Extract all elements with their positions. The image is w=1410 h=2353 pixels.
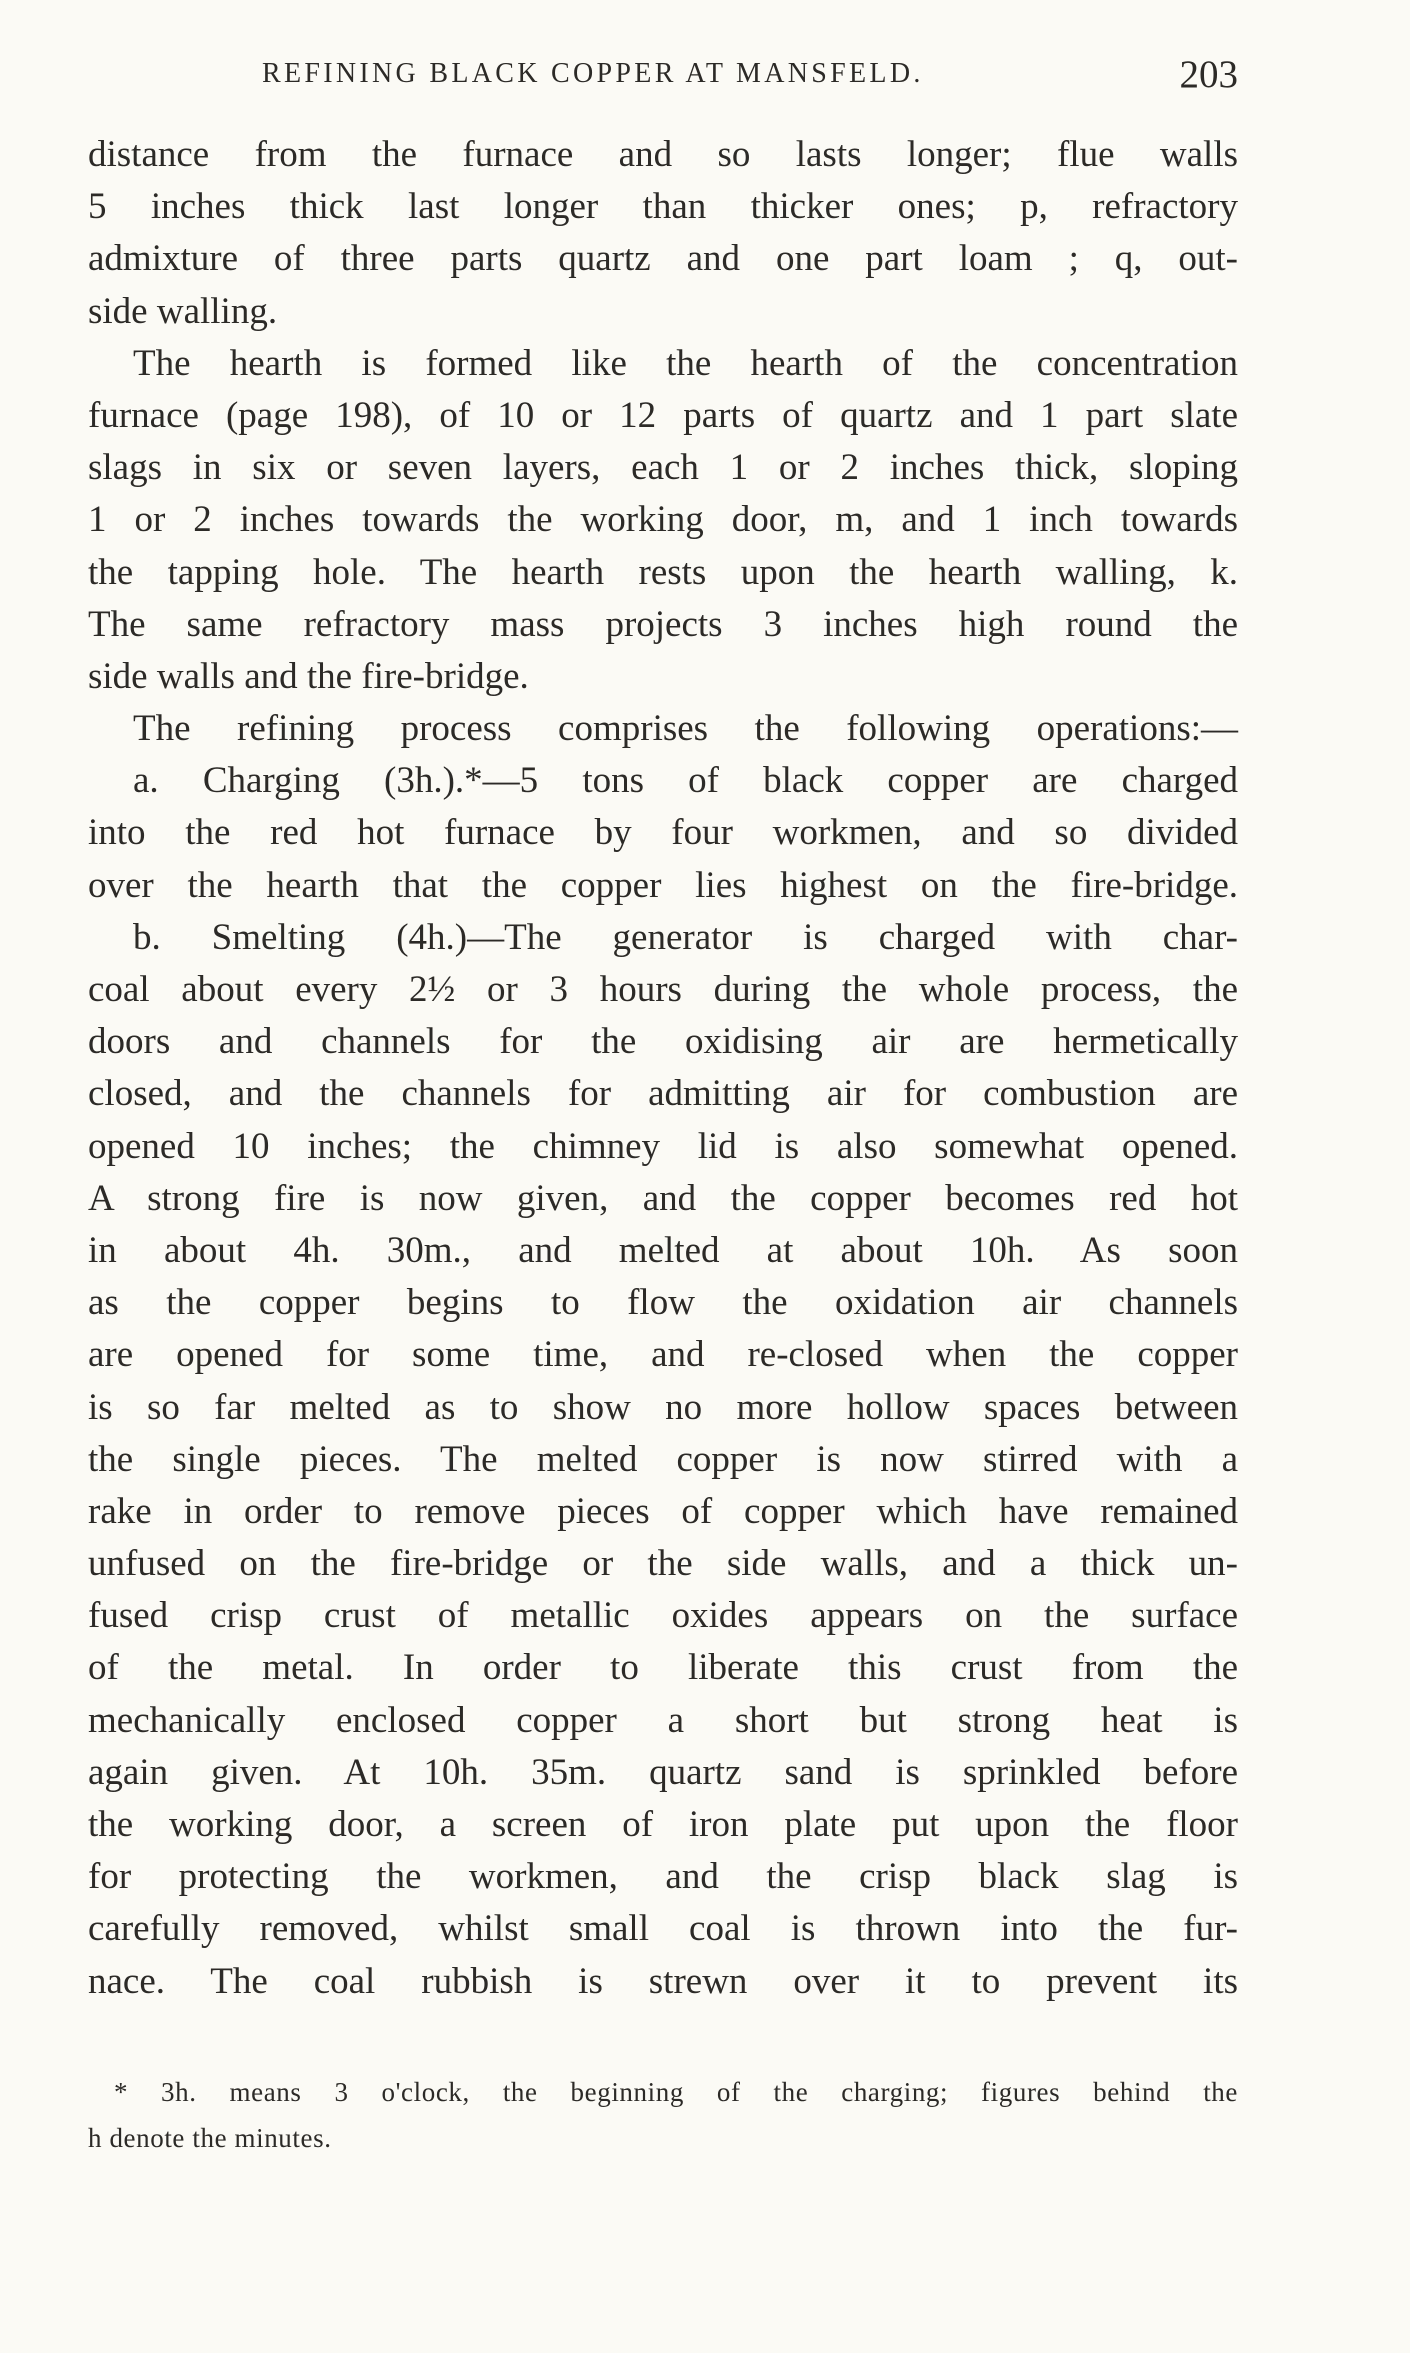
text-line: of the metal. In order to liberate this crust from the [88, 1647, 1238, 1689]
text-line: the single pieces. The melted copper is now stirred with a [88, 1438, 1238, 1480]
text-line: over the hearth that the copper lies highest on the fire-bridge. [88, 864, 1238, 906]
text-line: closed, and the channels for admitting air for combustion are [88, 1073, 1238, 1115]
text-line: slags in six or seven layers, each 1 or 2 inches thick, sloping [88, 447, 1238, 489]
text-line: 1 or 2 inches towards the working door, m, and 1 inch towards [88, 499, 1238, 541]
paragraph-start-line: The hearth is formed like the hearth of the concentration [133, 342, 1238, 384]
text-line: admixture of three parts quartz and one part loam ; q, out- [88, 238, 1238, 280]
text-line: unfused on the fire-bridge or the side walls, and a thick un- [88, 1543, 1238, 1585]
text-line: The same refractory mass projects 3 inches high round the [88, 603, 1238, 645]
text-line: doors and channels for the oxidising air are hermetically [88, 1021, 1238, 1063]
paragraph-start-line: a. Charging (3h.).*—5 tons of black copper are charged [133, 760, 1238, 802]
text-line: 5 inches thick last longer than thicker ones; p, refractory [88, 186, 1238, 228]
text-line: into the red hot furnace by four workmen, and so divided [88, 812, 1238, 854]
paragraph-start-line: b. Smelting (4h.)—The generator is charged with char- [133, 916, 1238, 958]
text-line: distance from the furnace and so lasts longer; flue walls [88, 134, 1238, 175]
text-line: coal about every 2½ or 3 hours during the whole process, the [88, 969, 1238, 1010]
text-line: furnace (page 198), of 10 or 12 parts of quartz and 1 part slate [88, 394, 1238, 436]
text-line: as the copper begins to flow the oxidation air channels [88, 1282, 1238, 1324]
running-title: REFINING BLACK COPPER AT MANSFELD. [262, 58, 924, 89]
text-line: mechanically enclosed copper a short but strong heat is [88, 1699, 1238, 1741]
text-line: opened 10 inches; the chimney lid is also somewhat opened. [88, 1125, 1238, 1167]
text-line: for protecting the workmen, and the crisp black slag is [88, 1856, 1238, 1898]
page-number: 203 [1179, 53, 1238, 96]
text-line: side walling. [88, 290, 278, 332]
text-line: the tapping hole. The hearth rests upon the hearth walling, k. [88, 551, 1238, 593]
running-head [88, 50, 1238, 100]
text-line: nace. The coal rubbish is strewn over it to prevent its [88, 1960, 1238, 2002]
text-line: carefully removed, whilst small coal is thrown into the fur- [88, 1908, 1238, 1950]
text-line: fused crisp crust of metallic oxides appears on the surface [88, 1595, 1238, 1637]
footnote-line: * 3h. means 3 o'clock, the beginning of the charging; figures behind the [114, 2077, 1238, 2107]
text-line: are opened for some time, and re-closed when the copper [88, 1334, 1238, 1376]
text-line: in about 4h. 30m., and melted at about 10h. As soon [88, 1229, 1238, 1271]
paragraph-start-line: The refining process comprises the following operations:— [133, 708, 1238, 750]
text-line: is so far melted as to show no more hollow spaces between [88, 1386, 1238, 1428]
text-line: again given. At 10h. 35m. quartz sand is sprinkled before [88, 1751, 1238, 1793]
footnote [88, 2069, 1238, 2161]
text-line: A strong fire is now given, and the copper becomes red hot [88, 1177, 1238, 1219]
footnote-line: h denote the minutes. [88, 2123, 332, 2153]
text-line: the working door, a screen of iron plate put upon the floor [88, 1804, 1238, 1845]
body-text [88, 129, 1238, 2008]
text-line: rake in order to remove pieces of copper which have remained [88, 1490, 1238, 1532]
text-line: side walls and the fire-bridge. [88, 655, 529, 697]
